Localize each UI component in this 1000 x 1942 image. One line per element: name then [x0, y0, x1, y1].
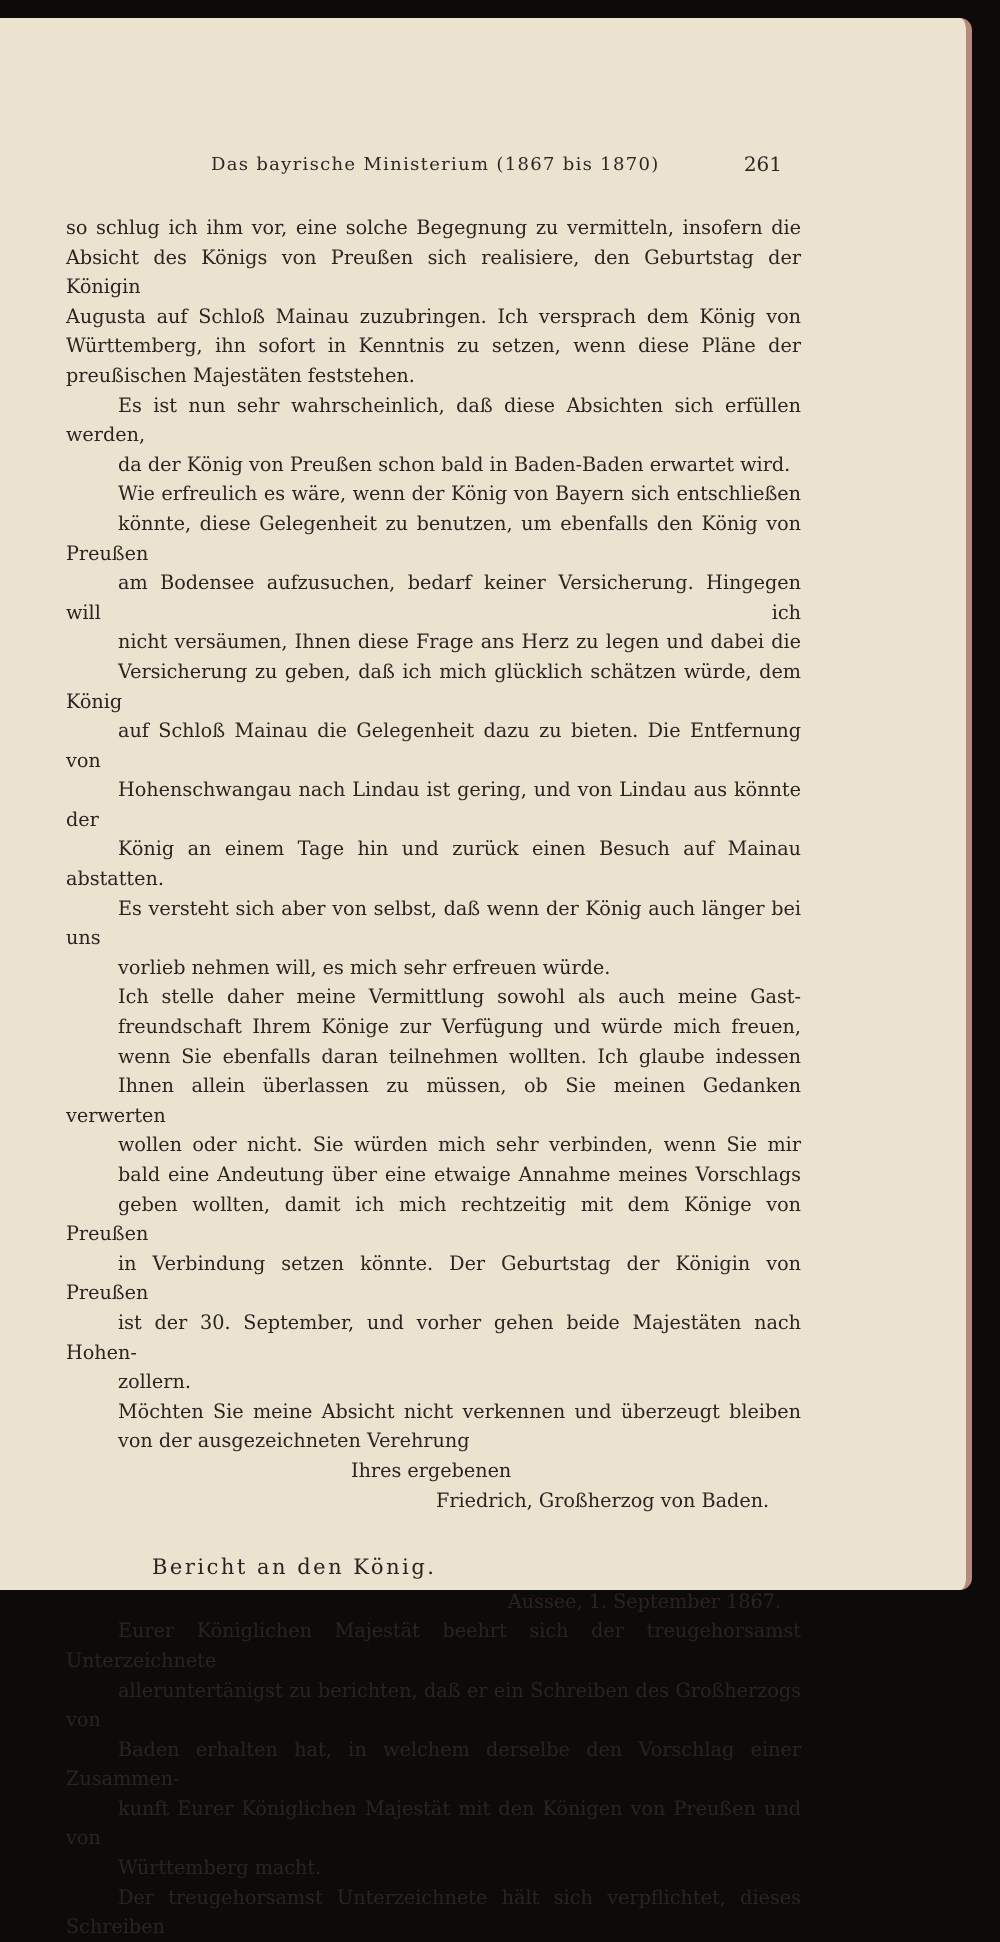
page-number: 261 — [743, 152, 782, 176]
text-line: zollern. — [118, 1370, 191, 1394]
report-title: Bericht an den König. — [152, 1555, 437, 1580]
text-line: wollen oder nicht. Sie würden mich sehr verbinden, wenn Sie mir — [118, 1133, 801, 1157]
letter-closing: Ihres ergebenen — [351, 1458, 512, 1482]
text-line: Der treugehorsamst Unterzeichnete hält sich verpflichtet, dieses Schreiben — [66, 1885, 801, 1939]
text-line: wenn Sie ebenfalls daran teilnehmen wollten. Ich glaube indessen — [118, 1044, 801, 1068]
paragraph — [66, 213, 801, 391]
text-line: Wie erfreulich es wäre, wenn der König von Bayern sich entschließen — [118, 482, 801, 506]
running-title: Das bayrische Ministerium (1867 bis 1870) — [211, 154, 660, 175]
text-line: Augusta auf Schloß Mainau zuzubringen. Ich versprach dem König von — [66, 304, 801, 328]
book-page — [0, 18, 972, 1939]
paragraph — [66, 982, 801, 1396]
text-line: da der König von Preußen schon bald in Baden-Baden erwartet wird. — [118, 452, 791, 476]
paragraph — [66, 391, 801, 480]
text-line: Baden erhalten hat, in welchem derselbe den Vorschlag einer Zusammen- — [66, 1737, 801, 1791]
text-line: König an einem Tage hin und zurück einen Besuch auf Mainau abstatten. — [66, 837, 801, 891]
page-body — [66, 213, 801, 1942]
text-line: von der ausgezeichneten Verehrung — [118, 1429, 470, 1453]
report-place-date: Aussee, 1. September 1867. — [507, 1589, 781, 1613]
text-line: vorlieb nehmen will, es mich sehr erfreuen würde. — [118, 955, 611, 979]
paragraph — [66, 1883, 801, 1942]
text-line: Absicht des Königs von Preußen sich realisiere, den Geburtstag der Königin — [66, 245, 801, 299]
paragraph — [66, 479, 801, 982]
text-line: Ihnen allein überlassen zu müssen, ob Sie meinen Gedanken verwerten — [66, 1074, 801, 1127]
text-line: freundschaft Ihrem Könige zur Verfügung und würde mich freuen, — [118, 1015, 801, 1039]
text-line: am Bodensee aufzusuchen, bedarf keiner Versicherung. Hingegen will ich — [66, 571, 801, 624]
text-line: Es versteht sich aber von selbst, daß wenn der König auch länger bei uns — [66, 896, 801, 950]
text-line: Versicherung zu geben, daß ich mich glücklich schätzen würde, dem König — [66, 659, 801, 713]
text-line: in Verbindung setzen könnte. Der Geburtstag der Königin von Preußen — [66, 1251, 801, 1305]
text-line: bald eine Andeutung über eine etwaige Annahme meines Vorschlags — [118, 1163, 801, 1186]
text-line: auf Schloß Mainau die Gelegenheit dazu zu bieten. Die Entfernung von — [66, 719, 801, 772]
text-line: Hohenschwangau nach Lindau ist gering, und von Lindau aus könnte der — [66, 778, 801, 831]
text-line: nicht versäumen, Ihnen diese Frage ans Herz zu legen und dabei die — [118, 630, 801, 654]
letter-signature: Friedrich, Großherzog von Baden. — [436, 1488, 770, 1512]
text-line: Eurer Königlichen Majestät beehrt sich der treugehorsamst Unterzeichnete — [66, 1619, 801, 1672]
text-line: Württemberg macht. — [118, 1856, 322, 1880]
text-line: geben wollten, damit ich mich rechtzeitig mit dem Könige von Preußen — [66, 1192, 801, 1246]
text-line: preußischen Majestäten feststehen. — [66, 363, 415, 387]
text-line: so schlug ich ihm vor, eine solche Begegnung zu vermitteln, insofern die — [66, 216, 801, 239]
page-header — [66, 152, 782, 176]
paragraph — [66, 1397, 801, 1456]
text-line: Württemberg, ihn sofort in Kenntnis zu setzen, wenn diese Pläne der — [66, 334, 801, 358]
text-line: Es ist nun sehr wahrscheinlich, daß diese Absichten sich erfüllen werden, — [66, 393, 801, 447]
text-line: ist der 30. September, und vorher gehen beide Majestäten nach Hohen- — [66, 1310, 801, 1364]
text-line: alleruntertänigst zu berichten, daß er ein Schreiben des Großherzogs von — [66, 1678, 801, 1732]
text-line: könnte, diese Gelegenheit zu benutzen, um ebenfalls den König von Preußen — [66, 511, 801, 565]
text-line: kunft Eurer Königlichen Majestät mit den Königen von Preußen und von — [66, 1796, 801, 1850]
paragraph — [66, 1616, 801, 1882]
text-line: Ich stelle daher meine Vermittlung sowohl als auch meine Gast- — [118, 985, 801, 1009]
text-line: Möchten Sie meine Absicht nicht verkennen und überzeugt bleiben — [118, 1399, 801, 1423]
